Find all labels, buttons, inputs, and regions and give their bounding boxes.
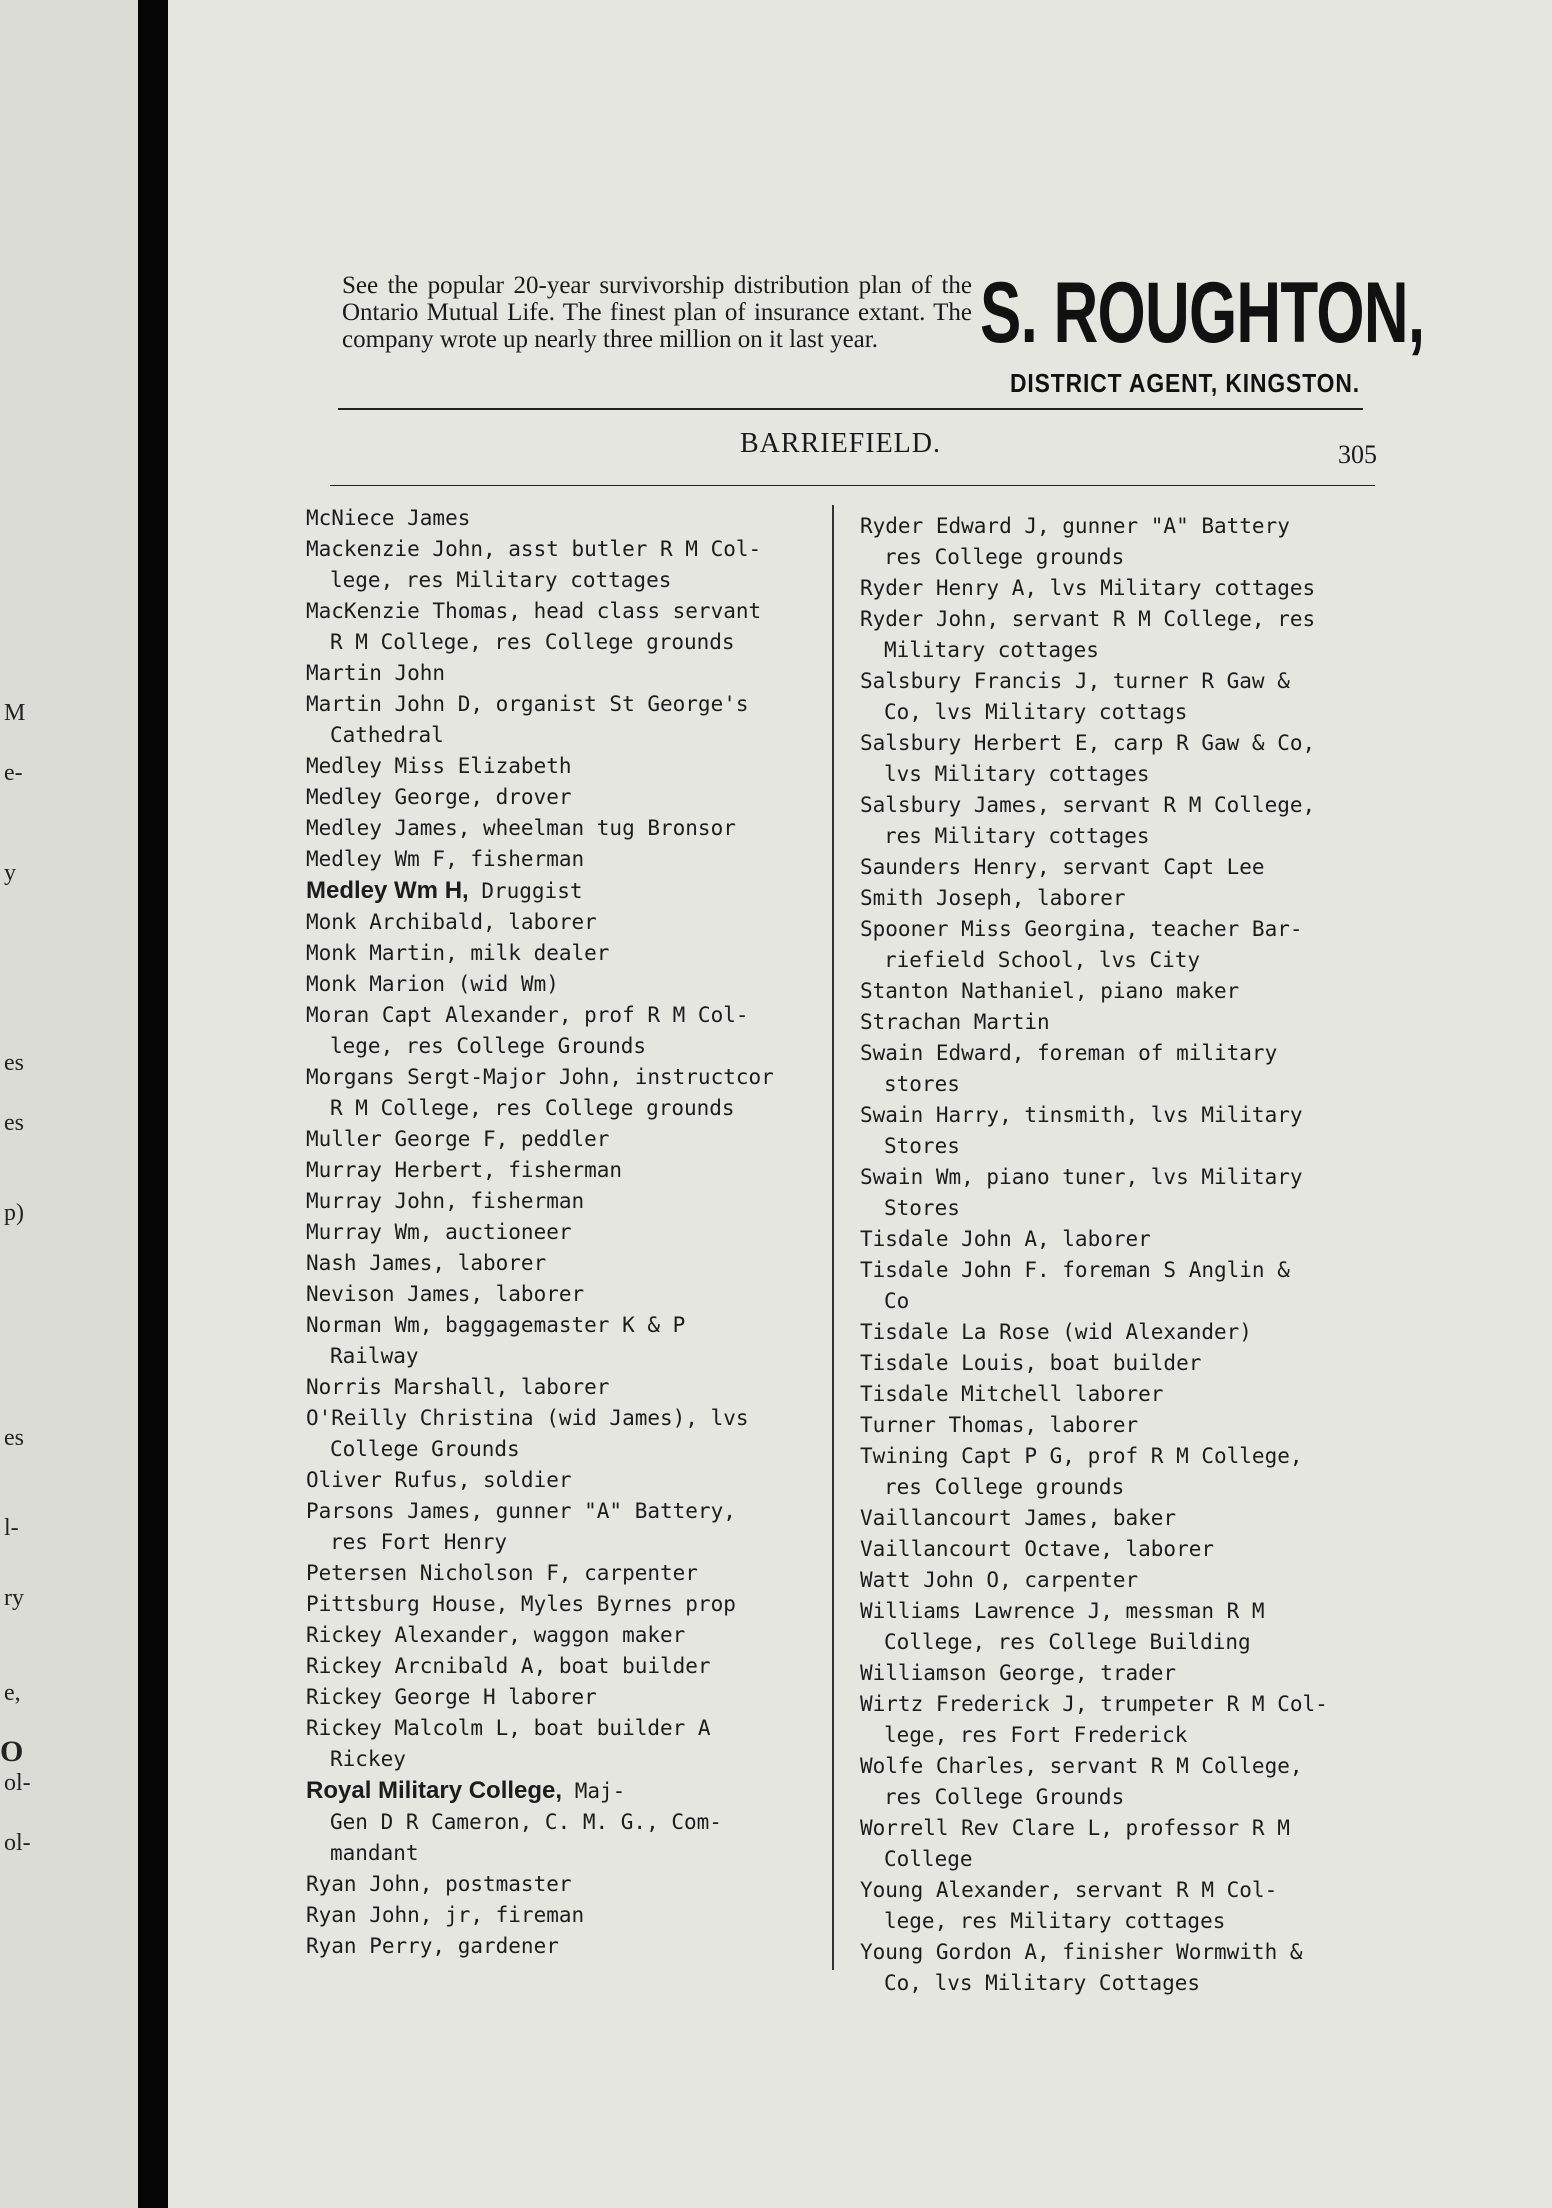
entry-line: Monk Archibald, laborer (306, 910, 597, 934)
directory-entry (860, 1565, 1328, 1596)
entry-continuation: Gen D R Cameron, C. M. G., Com- (330, 1810, 722, 1834)
entry-continuation: Stores (884, 1134, 960, 1158)
entry-line: Norris Marshall, laborer (306, 1375, 610, 1399)
entry-line: Medley Wm H, Druggist (306, 877, 583, 904)
entry-line: Salsbury Herbert E, carp R Gaw & Co, (860, 731, 1316, 755)
entry-continuation: lege, res College Grounds (330, 1034, 647, 1058)
entry-continuation: Military cottages (884, 638, 1099, 662)
entry-line: Turner Thomas, laborer (860, 1413, 1139, 1437)
directory-entry (306, 1713, 774, 1775)
directory-entry (306, 1620, 774, 1651)
entry-continuation: Rickey (330, 1747, 406, 1771)
facing-page-fragment: p) (4, 1200, 24, 1226)
directory-entry (860, 1255, 1328, 1317)
directory-entry (860, 1410, 1328, 1441)
directory-entry (306, 658, 774, 689)
entry-line: Monk Marion (wid Wm) (306, 972, 559, 996)
entry-line: Martin John D, organist St George's (306, 692, 749, 716)
entry-line: Salsbury James, servant R M College, (860, 793, 1316, 817)
directory-entry (860, 1658, 1328, 1689)
entry-line: Swain Edward, foreman of military (860, 1041, 1278, 1065)
entry-line: Swain Harry, tinsmith, lvs Military (860, 1103, 1303, 1127)
entry-line: Murray John, fisherman (306, 1189, 585, 1213)
entry-continuation: College Grounds (330, 1437, 520, 1461)
entry-line: Watt John O, carpenter (860, 1568, 1139, 1592)
entry-line: Nash James, laborer (306, 1251, 547, 1275)
facing-page-fragment: ol- (4, 1830, 31, 1856)
insurance-advertisement-text: See the popular 20-year survivorship distribution plan of the Ontario Mutual Life. The finest plan of insurance extant. The company wrote up nearly three million on it last year. (342, 272, 972, 353)
directory-entry (860, 1007, 1328, 1038)
directory-entry (860, 1689, 1328, 1751)
directory-entry (860, 1224, 1328, 1255)
directory-entry (306, 534, 774, 596)
entry-continuation: lvs Military cottages (884, 762, 1150, 786)
facing-page-fragment: O (0, 1735, 24, 1768)
directory-entry (306, 1372, 774, 1403)
entry-line: Mackenzie John, asst butler R M Col- (306, 537, 762, 561)
directory-entry (306, 1682, 774, 1713)
facing-page-fragment: e, (4, 1680, 21, 1706)
entry-continuation: lege, res Fort Frederick (884, 1723, 1188, 1747)
directory-entry (306, 1651, 774, 1682)
entry-continuation: res College Grounds (884, 1785, 1125, 1809)
entry-line: Tisdale La Rose (wid Alexander) (860, 1320, 1252, 1344)
entry-line: Saunders Henry, servant Capt Lee (860, 855, 1265, 879)
directory-entry (306, 1869, 774, 1900)
entry-line: Spooner Miss Georgina, teacher Bar- (860, 917, 1303, 941)
advertiser-subtitle: DISTRICT AGENT, KINGSTON. (1010, 368, 1360, 398)
entry-line: Ryder John, servant R M College, res (860, 607, 1316, 631)
entry-line: Wirtz Frederick J, trumpeter R M Col- (860, 1692, 1328, 1716)
directory-entry (860, 511, 1328, 573)
entry-line: Norman Wm, baggagemaster K & P (306, 1313, 686, 1337)
right-column-listings (860, 511, 1328, 1999)
entry-continuation: res Fort Henry (330, 1530, 508, 1554)
entry-line: O'Reilly Christina (wid James), lvs (306, 1406, 749, 1430)
directory-entry (306, 1124, 774, 1155)
entry-line: Rickey Malcolm L, boat builder A (306, 1716, 711, 1740)
page-title: BARRIEFIELD. (740, 428, 941, 459)
directory-entry (306, 1900, 774, 1931)
entry-line: Tisdale Louis, boat builder (860, 1351, 1202, 1375)
entry-line: Ryan John, jr, fireman (306, 1903, 585, 1927)
directory-entry (860, 1534, 1328, 1565)
page-number: 305 (1338, 440, 1377, 469)
directory-entry (860, 604, 1328, 666)
directory-entry (306, 782, 774, 813)
directory-entry (860, 728, 1328, 790)
entry-line: Medley James, wheelman tug Bronsor (306, 816, 736, 840)
entry-continuation: Railway (330, 1344, 419, 1368)
directory-entry (860, 1348, 1328, 1379)
directory-entry (860, 1596, 1328, 1658)
directory-entry (306, 1775, 774, 1869)
directory-entry (860, 1751, 1328, 1813)
entry-line: Oliver Rufus, soldier (306, 1468, 572, 1492)
directory-entry (860, 573, 1328, 604)
directory-entry (306, 1310, 774, 1372)
entry-line: McNiece James (306, 506, 471, 530)
entry-line: Ryder Edward J, gunner "A" Battery (860, 514, 1290, 538)
directory-entry (306, 1279, 774, 1310)
entry-line: Rickey Arcnibald A, boat builder (306, 1654, 711, 1678)
facing-page-fragment: l- (4, 1515, 19, 1541)
entry-continuation: riefield School, lvs City (884, 948, 1201, 972)
entry-line: Murray Wm, auctioneer (306, 1220, 572, 1244)
directory-entry (860, 1162, 1328, 1224)
entry-line: Pittsburg House, Myles Byrnes prop (306, 1592, 736, 1616)
entry-line: Tisdale John F. foreman S Anglin & (860, 1258, 1290, 1282)
entry-continuation: Co, lvs Military Cottages (884, 1971, 1201, 1995)
facing-page-fragment: es (4, 1425, 24, 1451)
entry-line: Rickey George H laborer (306, 1685, 597, 1709)
directory-entry (306, 1496, 774, 1558)
directory-entry (306, 844, 774, 875)
column-divider (832, 505, 834, 1970)
entry-continuation: lege, res Military cottages (330, 568, 672, 592)
entry-line: Royal Military College, Maj- (306, 1777, 626, 1804)
entry-line: Young Alexander, servant R M Col- (860, 1878, 1278, 1902)
directory-entry (306, 938, 774, 969)
directory-entry (306, 1248, 774, 1279)
entry-line: Twining Capt P G, prof R M College, (860, 1444, 1303, 1468)
entry-line: Medley Wm F, fisherman (306, 847, 585, 871)
directory-entry (860, 1813, 1328, 1875)
directory-entry (860, 1317, 1328, 1348)
entry-continuation: Stores (884, 1196, 960, 1220)
directory-entry (306, 1217, 774, 1248)
entry-continuation: res College grounds (884, 545, 1125, 569)
directory-entry (860, 1503, 1328, 1534)
entry-continuation: Cathedral (330, 723, 444, 747)
entry-continuation: mandant (330, 1841, 419, 1865)
entry-line: Vaillancourt James, baker (860, 1506, 1177, 1530)
entry-line: Petersen Nicholson F, carpenter (306, 1561, 698, 1585)
entry-continuation: Co, lvs Military cottags (884, 700, 1188, 724)
facing-page-fragment: M (4, 700, 26, 726)
directory-entry (306, 1186, 774, 1217)
facing-page-fragment: ry (4, 1585, 24, 1611)
directory-entry (860, 976, 1328, 1007)
directory-entry (306, 907, 774, 938)
entry-line: Vaillancourt Octave, laborer (860, 1537, 1215, 1561)
directory-entry (306, 596, 774, 658)
directory-entry (306, 503, 774, 534)
entry-line: Muller George F, peddler (306, 1127, 610, 1151)
entry-line: Medley Miss Elizabeth (306, 754, 572, 778)
entry-continuation: res Military cottages (884, 824, 1150, 848)
directory-entry (860, 790, 1328, 852)
entry-line: Stanton Nathaniel, piano maker (860, 979, 1240, 1003)
directory-entry (306, 1062, 774, 1124)
entry-line: Williams Lawrence J, messman R M (860, 1599, 1265, 1623)
facing-page-fragment: y (4, 860, 16, 886)
top-rule (338, 408, 1363, 410)
facing-page-fragment: es (4, 1110, 24, 1136)
bold-listing-name: Medley Wm H, (306, 877, 469, 904)
directory-entry (860, 1937, 1328, 1999)
directory-entry (860, 1441, 1328, 1503)
directory-entry (860, 883, 1328, 914)
bold-listing-name: Royal Military College, (306, 1777, 563, 1804)
entry-continuation: R M College, res College grounds (330, 630, 735, 654)
directory-entry (860, 666, 1328, 728)
entry-line: Monk Martin, milk dealer (306, 941, 610, 965)
entry-line: Salsbury Francis J, turner R Gaw & (860, 669, 1290, 693)
entry-line: Moran Capt Alexander, prof R M Col- (306, 1003, 749, 1027)
entry-line: Williamson George, trader (860, 1661, 1177, 1685)
entry-continuation: College, res College Building (884, 1630, 1251, 1654)
entry-line: Rickey Alexander, waggon maker (306, 1623, 686, 1647)
entry-continuation: res College grounds (884, 1475, 1125, 1499)
directory-entry (860, 1038, 1328, 1100)
entry-line: Ryan John, postmaster (306, 1872, 572, 1896)
entry-line: MacKenzie Thomas, head class servant (306, 599, 762, 623)
header-rule (330, 485, 1375, 486)
advertiser-name: S. ROUGHTON, (980, 265, 1425, 361)
book-gutter (138, 0, 168, 2208)
directory-entry (306, 1465, 774, 1496)
entry-continuation: lege, res Military cottages (884, 1909, 1226, 1933)
entry-line: Medley George, drover (306, 785, 572, 809)
entry-continuation: Co (884, 1289, 910, 1313)
entry-line: Strachan Martin (860, 1010, 1050, 1034)
directory-entry (306, 1403, 774, 1465)
entry-continuation: R M College, res College grounds (330, 1096, 735, 1120)
directory-entry (306, 1589, 774, 1620)
left-column-listings (306, 503, 774, 1962)
directory-entry (860, 914, 1328, 976)
entry-line: Parsons James, gunner "A" Battery, (306, 1499, 736, 1523)
directory-entry (860, 1100, 1328, 1162)
entry-line: Ryder Henry A, lvs Military cottages (860, 576, 1316, 600)
directory-entry (306, 1155, 774, 1186)
directory-entry (306, 689, 774, 751)
entry-line: Nevison James, laborer (306, 1282, 585, 1306)
facing-page-edge (0, 0, 138, 2208)
entry-line: Worrell Rev Clare L, professor R M (860, 1816, 1290, 1840)
entry-line: Tisdale John A, laborer (860, 1227, 1151, 1251)
directory-entry (306, 1000, 774, 1062)
entry-continuation: stores (884, 1072, 960, 1096)
entry-line: Tisdale Mitchell laborer (860, 1382, 1164, 1406)
facing-page-fragment: e- (4, 760, 23, 786)
entry-line: Swain Wm, piano tuner, lvs Military (860, 1165, 1303, 1189)
directory-entry (860, 852, 1328, 883)
entry-line: Young Gordon A, finisher Wormwith & (860, 1940, 1303, 1964)
entry-line: Wolfe Charles, servant R M College, (860, 1754, 1303, 1778)
entry-line: Smith Joseph, laborer (860, 886, 1126, 910)
entry-line: Martin John (306, 661, 446, 685)
entry-continuation: College (884, 1847, 973, 1871)
directory-entry (306, 1558, 774, 1589)
directory-entry (860, 1875, 1328, 1937)
directory-entry (306, 969, 774, 1000)
facing-page-fragment: es (4, 1050, 24, 1076)
entry-line: Morgans Sergt-Major John, instructcor (306, 1065, 774, 1089)
entry-line: Ryan Perry, gardener (306, 1934, 559, 1958)
entry-line: Murray Herbert, fisherman (306, 1158, 623, 1182)
directory-entry (306, 1931, 774, 1962)
directory-entry (860, 1379, 1328, 1410)
facing-page-fragment: ol- (4, 1770, 31, 1796)
directory-entry (306, 751, 774, 782)
directory-entry (306, 875, 774, 907)
directory-entry (306, 813, 774, 844)
